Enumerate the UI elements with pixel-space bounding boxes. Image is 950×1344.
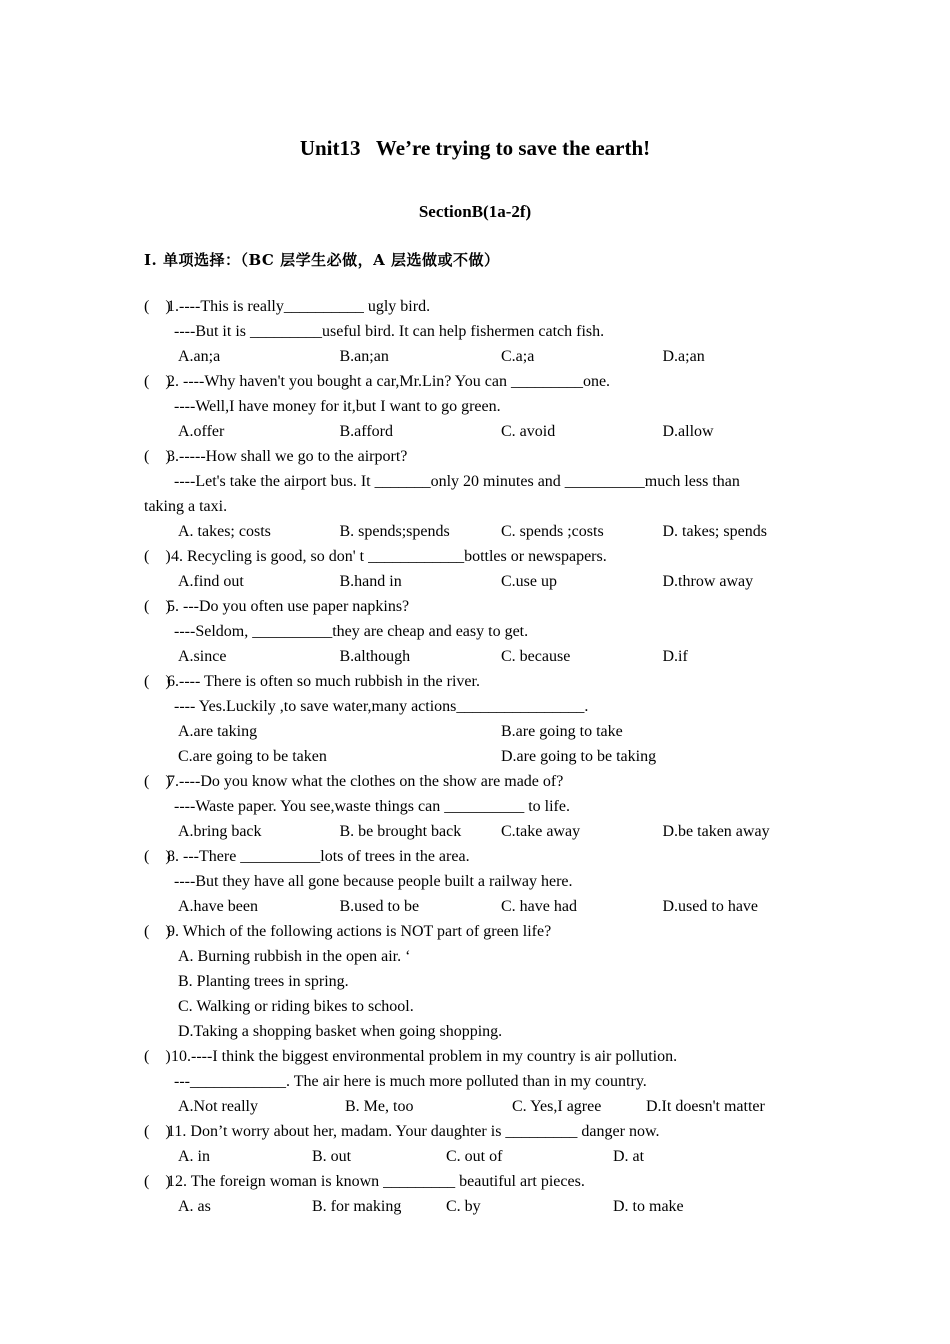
option: A.an;a bbox=[178, 348, 221, 365]
option: D.be taken away bbox=[662, 823, 770, 840]
answer-blank: ( ) bbox=[144, 448, 171, 465]
option: A.offer bbox=[178, 423, 225, 440]
question-12: ( )12. The foreign woman is known _________ beautiful art pieces. bbox=[144, 1169, 824, 1194]
option: C.a;a bbox=[501, 348, 535, 365]
option: C.are going to be taken bbox=[178, 748, 327, 765]
answer-blank: ( ) bbox=[144, 1123, 171, 1140]
option: B. for making bbox=[312, 1198, 402, 1215]
option: B. out bbox=[312, 1148, 352, 1165]
option: D.if bbox=[662, 648, 688, 665]
question-line: ----But it is _________useful bird. It can help fishermen catch fish. bbox=[174, 323, 605, 340]
answer-blank: ( ) bbox=[144, 923, 171, 940]
options-row bbox=[144, 569, 824, 594]
option: C. spends ;costs bbox=[501, 523, 604, 540]
option: A.bring back bbox=[178, 823, 262, 840]
answer-blank: ( ) bbox=[144, 773, 171, 790]
option: A.since bbox=[178, 648, 227, 665]
option: D. to make bbox=[613, 1198, 684, 1215]
answer-blank: ( ) bbox=[144, 673, 171, 690]
option: B.although bbox=[339, 648, 411, 665]
option: D.It doesn't matter bbox=[646, 1098, 765, 1115]
question-5: ( )5. ---Do you often use paper napkins? bbox=[144, 594, 824, 619]
question-9: ( )9. Which of the following actions is NOT part of green life? bbox=[144, 919, 824, 944]
option: C. Walking or riding bikes to school. bbox=[178, 998, 414, 1015]
option: B.hand in bbox=[339, 573, 402, 590]
option: D.a;an bbox=[662, 348, 705, 365]
question-10: ( ) 10.----I think the biggest environmental problem in my country is air pollution. bbox=[144, 1044, 824, 1069]
question-list bbox=[144, 294, 824, 1219]
question-line: ----But they have all gone because people built a railway here. bbox=[174, 873, 573, 890]
options-row bbox=[144, 1144, 824, 1169]
options-row bbox=[144, 644, 824, 669]
answer-blank: ( ) bbox=[144, 1048, 171, 1065]
option: D.are going to be taking bbox=[501, 748, 657, 765]
option: A.Not really bbox=[178, 1098, 258, 1115]
option: C. avoid bbox=[501, 423, 556, 440]
question-1: ( )1.----This is really__________ ugly bird. bbox=[144, 294, 824, 319]
option: A.have been bbox=[178, 898, 258, 915]
options-row bbox=[144, 1094, 824, 1119]
question-8: ( )8. ---There __________lots of trees in the area. bbox=[144, 844, 824, 869]
option: C.take away bbox=[501, 823, 581, 840]
question-line: ----Waste paper. You see,waste things can __________ to life. bbox=[174, 798, 570, 815]
option: A.are taking bbox=[178, 723, 258, 740]
question-3: ( )3.-----How shall we go to the airport? bbox=[144, 444, 824, 469]
option: B. Me, too bbox=[345, 1098, 414, 1115]
option: D.used to have bbox=[662, 898, 759, 915]
options-row bbox=[144, 344, 824, 369]
section-heading: I. 单项选择：（BC 层学生必做，A 层选做或不做） bbox=[144, 251, 500, 269]
option: B.are going to take bbox=[501, 723, 623, 740]
options-row bbox=[144, 419, 824, 444]
option: D.allow bbox=[662, 423, 714, 440]
page-subtitle: SectionB(1a-2f) bbox=[418, 202, 532, 221]
question-line: ----Let's take the airport bus. It _______only 20 minutes and __________much less than bbox=[174, 473, 740, 490]
question-line: ----Well,I have money for it,but I want to go green. bbox=[174, 398, 501, 415]
option: C. Yes,I agree bbox=[512, 1098, 602, 1115]
question-11: ( )11. Don’t worry about her, madam. Your daughter is _________ danger now. bbox=[144, 1119, 824, 1144]
option: B.an;an bbox=[339, 348, 389, 365]
question-2: ( )2. ----Why haven't you bought a car,Mr.Lin? You can _________one. bbox=[144, 369, 824, 394]
question-6: ( )6.---- There is often so much rubbish in the river. bbox=[144, 669, 824, 694]
question-4: ( ) 4. Recycling is good, so don' t ____________bottles or newspapers. bbox=[144, 544, 824, 569]
option: A. Burning rubbish in the open air. ‘ bbox=[178, 948, 411, 965]
options-row bbox=[144, 519, 824, 544]
option: B. Planting trees in spring. bbox=[178, 973, 349, 990]
option: D. at bbox=[613, 1148, 645, 1165]
question-line: taking a taxi. bbox=[144, 498, 228, 515]
option: C. because bbox=[501, 648, 571, 665]
option: D.Taking a shopping basket when going shopping. bbox=[178, 1023, 503, 1040]
option: D. takes; spends bbox=[662, 523, 767, 540]
option: B. be brought back bbox=[339, 823, 462, 840]
options-row bbox=[144, 1194, 824, 1219]
option: B.used to be bbox=[339, 898, 420, 915]
answer-blank: ( ) bbox=[144, 1173, 171, 1190]
answer-blank: ( ) bbox=[144, 373, 171, 390]
option: C.use up bbox=[501, 573, 557, 590]
options-row bbox=[144, 744, 824, 769]
option: B. spends;spends bbox=[339, 523, 450, 540]
answer-blank: ( ) bbox=[144, 298, 171, 315]
options-row bbox=[144, 819, 824, 844]
question-7: ( )7.----Do you know what the clothes on the show are made of? bbox=[144, 769, 824, 794]
answer-blank: ( ) bbox=[144, 598, 171, 615]
option: D.throw away bbox=[662, 573, 754, 590]
option: C. out of bbox=[446, 1148, 503, 1165]
question-line: ---____________. The air here is much more polluted than in my country. bbox=[174, 1073, 647, 1090]
question-line: ----Seldom, __________they are cheap and easy to get. bbox=[174, 623, 529, 640]
option: A. takes; costs bbox=[178, 523, 271, 540]
option: C. have had bbox=[501, 898, 577, 915]
question-line: ---- Yes.Luckily ,to save water,many actions________________. bbox=[174, 698, 589, 715]
option: B.afford bbox=[339, 423, 393, 440]
options-row bbox=[144, 719, 824, 744]
answer-blank: ( ) bbox=[144, 548, 171, 565]
option: A. as bbox=[178, 1198, 211, 1215]
option: A. in bbox=[178, 1148, 210, 1165]
answer-blank: ( ) bbox=[144, 848, 171, 865]
option: C. by bbox=[446, 1198, 481, 1215]
options-row bbox=[144, 894, 824, 919]
page-title: Unit13 We’re trying to save the earth! bbox=[299, 136, 651, 160]
option: A.find out bbox=[178, 573, 244, 590]
